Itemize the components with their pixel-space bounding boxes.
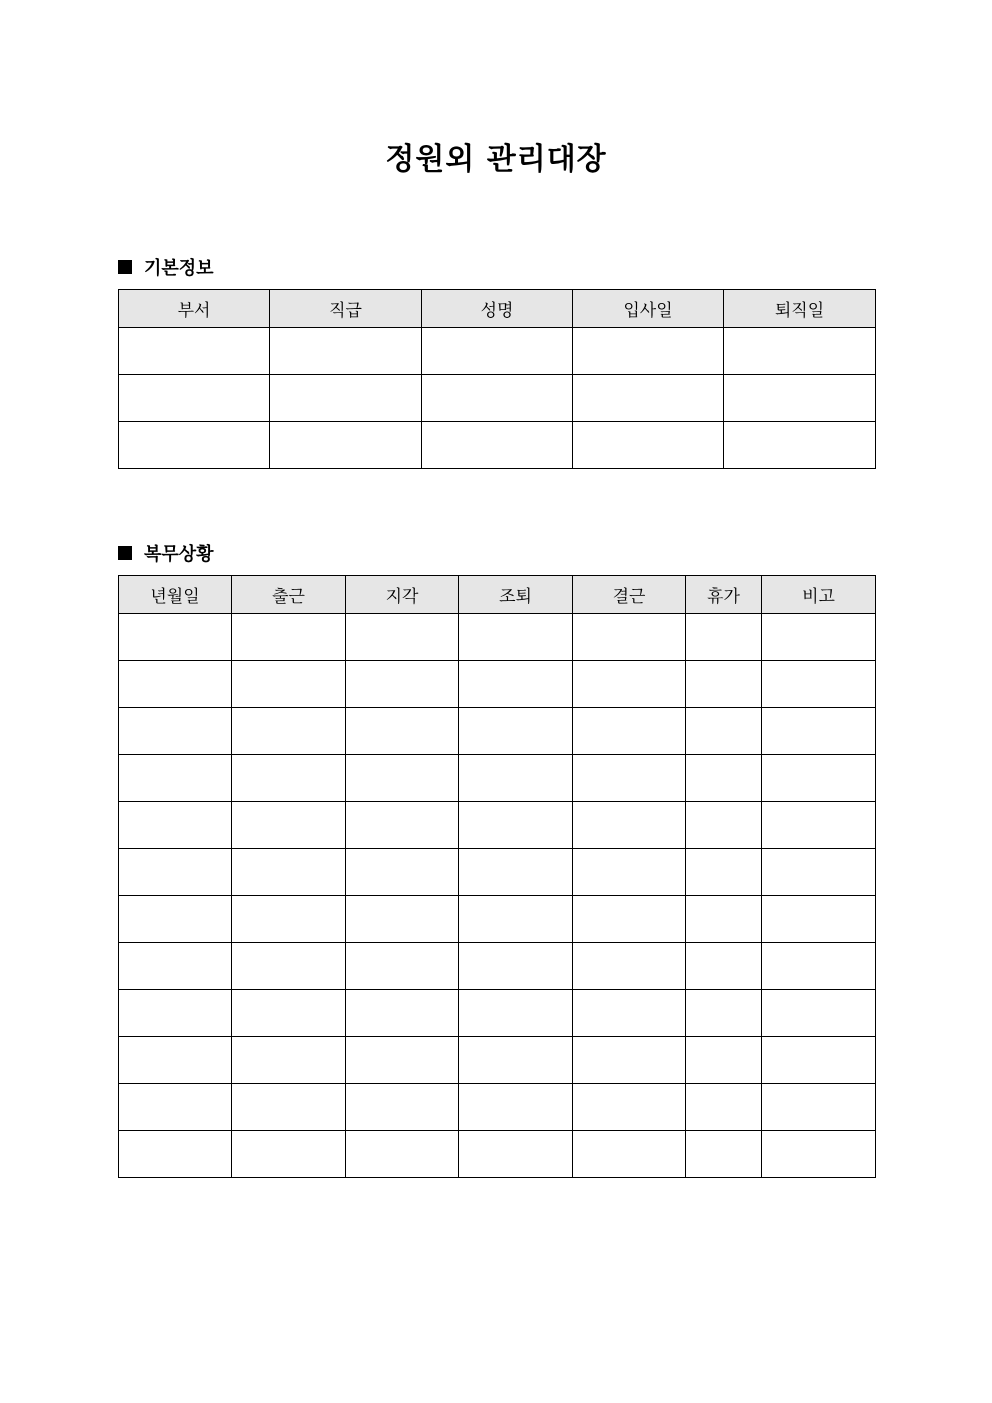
service-status-table: [118, 575, 876, 1178]
table-cell[interactable]: [686, 1131, 762, 1178]
table-cell[interactable]: [762, 708, 876, 755]
table-row: [119, 614, 876, 661]
square-bullet-icon: [118, 546, 132, 560]
service-status-heading-text: 복무상황: [144, 544, 214, 565]
table-cell[interactable]: [232, 849, 346, 896]
table-cell[interactable]: [119, 990, 232, 1037]
table-cell[interactable]: [119, 755, 232, 802]
table-cell[interactable]: [762, 614, 876, 661]
table-cell[interactable]: [119, 328, 270, 375]
table-cell[interactable]: [270, 328, 422, 375]
table-cell[interactable]: [573, 849, 686, 896]
table-cell[interactable]: [346, 849, 459, 896]
table-cell[interactable]: [573, 943, 686, 990]
table-cell[interactable]: [459, 943, 573, 990]
table-cell[interactable]: [459, 1037, 573, 1084]
column-header: 지각: [346, 576, 459, 614]
table-cell[interactable]: [346, 802, 459, 849]
table-cell[interactable]: [573, 1084, 686, 1131]
table-cell[interactable]: [686, 849, 762, 896]
table-cell[interactable]: [573, 896, 686, 943]
table-row: [119, 755, 876, 802]
table-cell[interactable]: [686, 1084, 762, 1131]
table-cell[interactable]: [346, 708, 459, 755]
table-cell[interactable]: [762, 943, 876, 990]
table-cell[interactable]: [119, 943, 232, 990]
table-cell[interactable]: [346, 990, 459, 1037]
table-cell[interactable]: [686, 896, 762, 943]
column-header: 직급: [270, 290, 422, 328]
table-cell[interactable]: [686, 614, 762, 661]
table-cell[interactable]: [232, 990, 346, 1037]
table-cell[interactable]: [232, 614, 346, 661]
table-cell[interactable]: [119, 802, 232, 849]
table-cell[interactable]: [573, 1131, 686, 1178]
table-cell[interactable]: [119, 849, 232, 896]
basic-info-heading: [118, 254, 214, 280]
table-cell[interactable]: [270, 375, 422, 422]
table-cell[interactable]: [346, 614, 459, 661]
table-cell[interactable]: [119, 708, 232, 755]
table-cell[interactable]: [686, 802, 762, 849]
table-cell[interactable]: [459, 802, 573, 849]
table-cell[interactable]: [573, 755, 686, 802]
service-status-heading: [118, 540, 214, 566]
table-row: [119, 896, 876, 943]
column-header: 부서: [119, 290, 270, 328]
table-cell[interactable]: [459, 1131, 573, 1178]
table-cell[interactable]: [232, 943, 346, 990]
table-cell[interactable]: [459, 614, 573, 661]
table-cell[interactable]: [232, 1037, 346, 1084]
table-row: [119, 990, 876, 1037]
table-cell[interactable]: [346, 755, 459, 802]
table-cell[interactable]: [724, 375, 876, 422]
table-cell[interactable]: [346, 1131, 459, 1178]
table-row: [119, 375, 876, 422]
column-header: 퇴직일: [724, 290, 876, 328]
table-cell[interactable]: [459, 849, 573, 896]
table-cell[interactable]: [762, 1131, 876, 1178]
table-cell[interactable]: [232, 755, 346, 802]
table-row: [119, 943, 876, 990]
table-cell[interactable]: [119, 422, 270, 469]
table-cell[interactable]: [270, 422, 422, 469]
column-header: 성명: [422, 290, 573, 328]
table-cell[interactable]: [119, 375, 270, 422]
table-cell[interactable]: [346, 896, 459, 943]
table-cell[interactable]: [459, 1084, 573, 1131]
table-cell[interactable]: [573, 328, 724, 375]
table-cell[interactable]: [346, 661, 459, 708]
table-cell[interactable]: [686, 1037, 762, 1084]
table-cell[interactable]: [232, 708, 346, 755]
table-cell[interactable]: [459, 990, 573, 1037]
table-cell[interactable]: [762, 990, 876, 1037]
table-cell[interactable]: [232, 1131, 346, 1178]
table-row: [119, 661, 876, 708]
column-header: 결근: [573, 576, 686, 614]
table-cell[interactable]: [346, 1084, 459, 1131]
table-cell[interactable]: [232, 896, 346, 943]
table-cell[interactable]: [119, 1084, 232, 1131]
table-cell[interactable]: [422, 328, 573, 375]
table-cell[interactable]: [232, 802, 346, 849]
table-cell[interactable]: [346, 1037, 459, 1084]
table-cell[interactable]: [762, 755, 876, 802]
column-header: 년월일: [119, 576, 232, 614]
table-cell[interactable]: [119, 1131, 232, 1178]
table-cell[interactable]: [573, 375, 724, 422]
column-header: 출근: [232, 576, 346, 614]
table-cell[interactable]: [422, 422, 573, 469]
table-cell[interactable]: [232, 1084, 346, 1131]
table-cell[interactable]: [119, 661, 232, 708]
table-row: [119, 1037, 876, 1084]
table-cell[interactable]: [459, 896, 573, 943]
table-cell[interactable]: [119, 1037, 232, 1084]
table-row: [119, 422, 876, 469]
table-cell[interactable]: [762, 1037, 876, 1084]
page-title: 정원외 관리대장: [385, 142, 607, 177]
column-header: 입사일: [573, 290, 724, 328]
table-cell[interactable]: [686, 755, 762, 802]
table-cell[interactable]: [573, 990, 686, 1037]
table-cell[interactable]: [573, 661, 686, 708]
table-row: [119, 849, 876, 896]
table-row: [119, 1084, 876, 1131]
square-bullet-icon: [118, 260, 132, 274]
table-cell[interactable]: [686, 943, 762, 990]
column-header: 조퇴: [459, 576, 573, 614]
table-cell[interactable]: [762, 1084, 876, 1131]
table-cell[interactable]: [232, 661, 346, 708]
table-cell[interactable]: [762, 661, 876, 708]
table-cell[interactable]: [762, 896, 876, 943]
table-cell[interactable]: [573, 802, 686, 849]
table-cell[interactable]: [573, 1037, 686, 1084]
table-cell[interactable]: [459, 708, 573, 755]
table-row: [119, 328, 876, 375]
table-cell[interactable]: [573, 708, 686, 755]
table-cell[interactable]: [573, 614, 686, 661]
basic-info-table: [118, 289, 876, 469]
table-cell[interactable]: [762, 802, 876, 849]
table-cell[interactable]: [346, 943, 459, 990]
table-row: [119, 802, 876, 849]
table-cell[interactable]: [724, 422, 876, 469]
table-cell[interactable]: [686, 661, 762, 708]
table-cell[interactable]: [459, 661, 573, 708]
table-row: [119, 708, 876, 755]
column-header: 비고: [762, 576, 876, 614]
basic-info-heading-text: 기본정보: [144, 258, 214, 279]
table-cell[interactable]: [686, 990, 762, 1037]
table-cell[interactable]: [724, 328, 876, 375]
column-header: 휴가: [686, 576, 762, 614]
table-cell[interactable]: [762, 849, 876, 896]
table-cell[interactable]: [573, 422, 724, 469]
table-cell[interactable]: [459, 755, 573, 802]
table-cell[interactable]: [422, 375, 573, 422]
table-cell[interactable]: [686, 708, 762, 755]
table-cell[interactable]: [119, 614, 232, 661]
table-cell[interactable]: [119, 896, 232, 943]
table-row: [119, 1131, 876, 1178]
